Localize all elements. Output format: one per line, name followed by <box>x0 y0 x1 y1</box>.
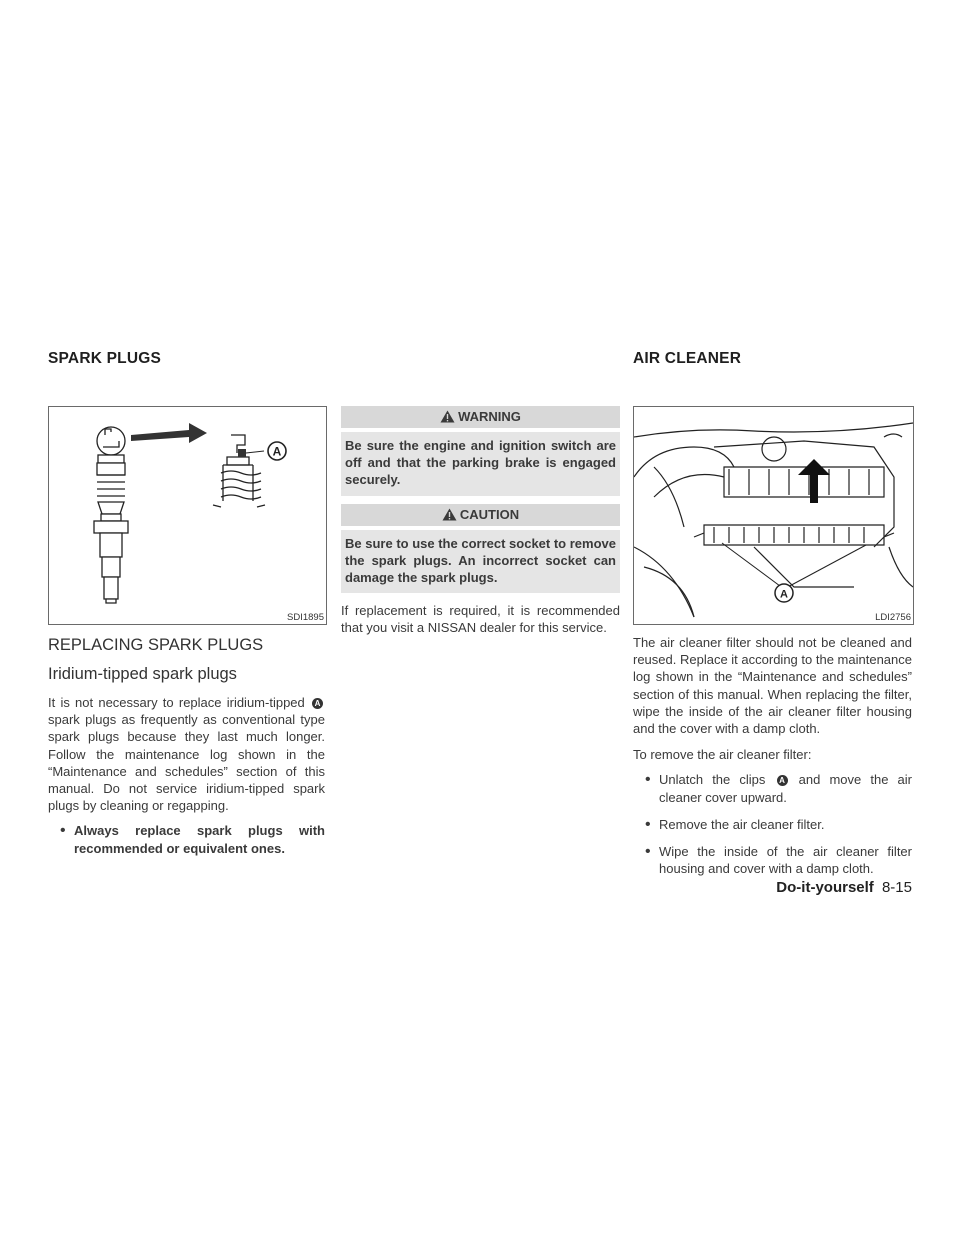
caution-triangle-icon <box>442 508 457 521</box>
air-bullet-1: • Unlatch the clips A and move the air cleaner cover upward. <box>645 771 912 805</box>
caution-header: CAUTION <box>341 504 620 526</box>
callout-a-icon: A <box>312 698 323 709</box>
page-footer <box>776 879 912 896</box>
replacing-heading: REPLACING SPARK PLUGS <box>48 636 264 654</box>
air-cleaner-illustration <box>634 407 913 624</box>
upward-arrow-icon <box>798 459 830 503</box>
callout-a-label-air: A <box>780 588 788 601</box>
air-cleaner-column <box>633 634 912 877</box>
spark-plug-illustration <box>49 407 326 624</box>
warning-header: WARNING <box>341 406 620 428</box>
warning-box <box>341 406 620 496</box>
remove-filter-intro: To remove the air cleaner filter: <box>633 747 812 763</box>
figure-code-air: LDI2756 <box>875 612 911 623</box>
callout-a-icon: A <box>777 775 788 786</box>
caution-box <box>341 504 620 594</box>
air-bullet-2: • Remove the air cleaner filter. <box>645 815 825 833</box>
figure-code-spark: SDI1895 <box>287 612 324 623</box>
warning-triangle-icon <box>440 410 455 423</box>
iridium-subheading: Iridium-tipped spark plugs <box>48 665 237 683</box>
middle-column <box>341 406 620 637</box>
air-cleaner-paragraph: The air cleaner filter should not be cleaned and reused. Replace it according to the maintenance log shown in the “Maintenance and schedules” section of this manual. When replacing the filter, wipe the inside of the air cleaner filter housing and the cover with a damp cloth. <box>633 635 912 737</box>
air-cleaner-figure <box>633 406 914 625</box>
spark-plug-figure <box>48 406 327 625</box>
footer-page-number: 8-15 <box>881 879 912 896</box>
iridium-paragraph: It is not necessary to replace iridium-tipped A spark plugs as frequently as conventional type spark plugs because they last much longer. Follow the maintenance log shown in the “Maintenance and schedules” section of this manual. Do not service iridium-tipped spark plugs by cleaning or regapping. <box>48 695 325 814</box>
callout-a-label: A <box>272 444 282 459</box>
caution-text: Be sure to use the correct socket to remove the spark plugs. An incorrect socket can damage the spark plugs. <box>341 530 620 594</box>
section-title-air-cleaner: AIR CLEANER <box>633 350 742 367</box>
air-bullet-3: • Wipe the inside of the air cleaner filter housing and cover with a damp cloth. <box>645 843 912 877</box>
spark-plugs-column <box>48 636 325 857</box>
footer-section: Do-it-yourself <box>776 879 874 896</box>
warning-text: Be sure the engine and ignition switch are off and that the parking brake is engaged securely. <box>341 432 620 496</box>
section-title-spark-plugs: SPARK PLUGS <box>48 350 162 367</box>
dealer-paragraph: If replacement is required, it is recommended that you visit a NISSAN dealer for this service. <box>341 603 620 636</box>
spark-bullet: • Always replace spark plugs with recommended or equivalent ones. <box>60 822 325 856</box>
direction-arrow-icon <box>131 423 207 443</box>
